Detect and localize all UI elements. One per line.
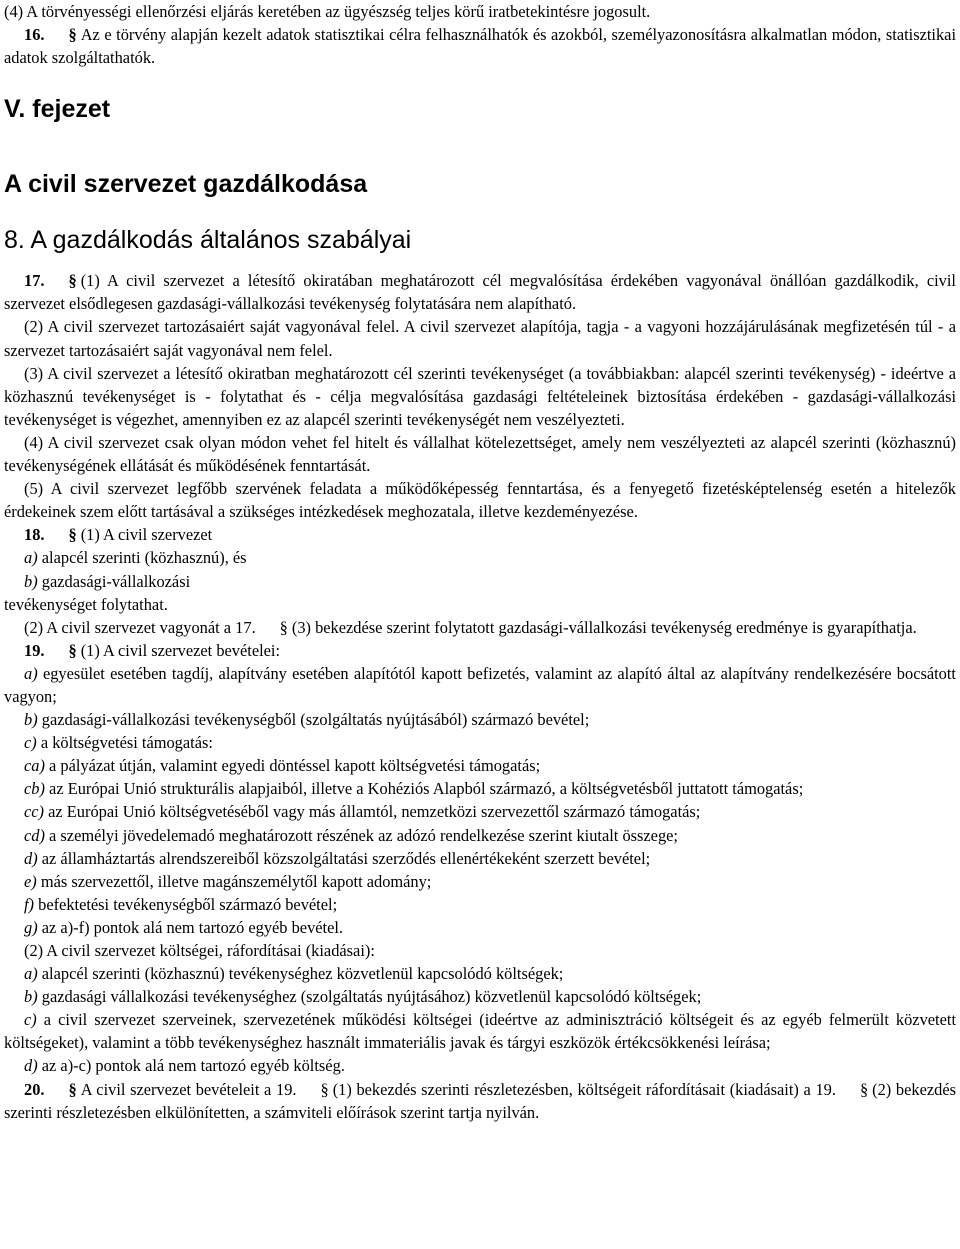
section-symbol: §: [68, 640, 77, 660]
item-label: a): [24, 548, 38, 568]
item-text: a költségvetési támogatás:: [40, 733, 213, 753]
item-label: c): [24, 733, 37, 753]
section-number: 18.: [24, 525, 45, 545]
list-item: [4, 546, 956, 569]
item-text: gazdasági-vállalkozási tevékenységből (szolgáltatás nyújtásából) származó bevétel;: [41, 710, 590, 730]
item-text: egyesület esetében tagdíj, alapítvány esetében alapítótól kapott befizetés, valamint az alapító által az alapítvány rendelkezésére bocsátott vagyon;: [4, 663, 956, 706]
section-symbol: §: [279, 617, 288, 637]
list-item: [4, 985, 956, 1008]
section-text: (1) A civil szervezet: [80, 525, 213, 545]
item-label: ca): [24, 756, 45, 776]
section-symbol: §: [68, 525, 77, 545]
item-label: a): [24, 663, 38, 683]
section-number: 20.: [24, 1079, 45, 1099]
item-label: cc): [24, 802, 45, 822]
list-item: [4, 870, 956, 893]
section-text: (1) bekezdés szerinti részletezésben, költségeit ráfordításait (kiadásait) a 19.: [332, 1079, 836, 1099]
section-17-5: (5) A civil szervezet legfőbb szervének feladata a működőképesség fenntartása, és a fenyegető fizetésképtelenség esetén a hitelezők érdekeinek szem előtt tartásával a szükséges intézkedések meghozatala, illetve kezdeményezése.: [4, 479, 956, 522]
item-text: más szervezettől, illetve magánszemélytől kapott adomány;: [40, 871, 432, 891]
section-text: (1) A civil szervezet a létesítő okiratában meghatározott cél megvalósítása érdekében vagyonával önállóan gazdálkodik, civil szervezet elsődlegesen gazdasági-vállalkozási tevékenység folytatására nem alapítható.: [4, 271, 956, 314]
list-item: [4, 754, 956, 777]
list-item: [4, 1008, 956, 1054]
section-17-1: [4, 269, 956, 315]
section-number: 17.: [24, 271, 45, 291]
list-item: [4, 731, 956, 754]
item-text: a pályázat útján, valamint egyedi döntéssel kapott költségvetési támogatás;: [49, 756, 541, 776]
section-18-tail: tevékenységet folytathat.: [4, 594, 168, 614]
revenue-list: [4, 662, 956, 939]
section-symbol: §: [859, 1079, 869, 1099]
item-text: az Európai Unió költségvetéséből vagy más államtól, nemzetközi szervezettől származó támogatás;: [48, 802, 701, 822]
item-label: b): [24, 710, 38, 730]
item-label: b): [24, 987, 38, 1007]
item-text: gazdasági-vállalkozási: [41, 571, 191, 591]
item-label: a): [24, 964, 38, 984]
item-text: az államháztartás alrendszereiből közszolgáltatási szerződés ellenértékeként szerzett bevétel;: [41, 848, 651, 868]
item-text: a személyi jövedelemadó meghatározott részének az adózó rendelkezése szerint kiutalt összege;: [49, 825, 678, 845]
section-17-4: (4) A civil szervezet csak olyan módon vehet fel hitelt és vállalhat kötelezettséget, amely nem veszélyezteti az alapcél szerinti (közhasznú) tevékenységének ellátását és működésének fenntartását.: [4, 432, 956, 476]
section-18-2: [4, 616, 956, 639]
item-text: az Európai Unió strukturális alapjaiból, illetve a Kohéziós Alapból származó, a költségvetésből juttatott támogatás;: [49, 779, 804, 799]
section-symbol: §: [68, 271, 77, 291]
section-text: (2) A civil szervezet vagyonát a 17.: [24, 617, 256, 637]
section-text: (1) A civil szervezet bevételei:: [80, 640, 281, 660]
list-item: [4, 893, 956, 916]
section-symbol: §: [320, 1079, 329, 1099]
chapter-heading: V. fejezet: [4, 95, 111, 124]
section-text: (3) bekezdése szerint folytatott gazdasági-vállalkozási tevékenység eredménye is gyarapíthatja.: [291, 617, 917, 637]
list-item: [4, 847, 956, 870]
item-label: g): [24, 917, 38, 937]
section-16: [4, 23, 956, 69]
list-item: [4, 1054, 956, 1077]
section-20: [4, 1078, 956, 1124]
section-17-2: (2) A civil szervezet tartozásaiért saját vagyonával felel. A civil szervezet alapítója, tagja - a vagyoni hozzájárulásának megfizetésén túl - a szervezet tartozásaiért saját vagyonával nem felel.: [4, 317, 956, 360]
section-text: A civil szervezet bevételeit a 19.: [80, 1079, 297, 1099]
section-text: Az e törvény alapján kezelt adatok statisztikai célra felhasználhatók és azokból, személyazonosításra alkalmatlan módon, statisztikai adatok szolgáltathatók.: [4, 25, 956, 68]
list-item: [4, 777, 956, 800]
section-19-1: [4, 639, 956, 662]
document-page: [4, 0, 956, 1124]
section-17-3: (3) A civil szervezet a létesítő okiratban meghatározott cél szerinti tevékenységet (a továbbiakban: alapcél szerinti tevékenység) - ideértve a közhasznú tevékenységet is - folytathat és - célja megvalósítása gazdasági feltételeinek biztosítása érdekében - gazdasági-vállalkozási tevékenységet is végezhet, amennyiben ez az alapcél szerinti tevékenységét nem veszélyezteti.: [4, 363, 956, 429]
item-text: gazdasági vállalkozási tevékenységhez (szolgáltatás nyújtásához) közvetlenül kapcsolódó költségek;: [41, 987, 702, 1007]
section-symbol: §: [68, 25, 77, 45]
item-label: f): [24, 894, 35, 914]
list-item: [4, 662, 956, 708]
section-number: 16.: [24, 25, 45, 45]
section-title: 8. A gazdálkodás általános szabályai: [4, 226, 412, 255]
item-text: az a)-c) pontok alá nem tartozó egyéb költség.: [41, 1056, 345, 1076]
list-item: [4, 708, 956, 731]
cost-list: [4, 962, 956, 1077]
section-18-1: [4, 523, 956, 546]
item-label: e): [24, 871, 37, 891]
item-label: b): [24, 571, 38, 591]
chapter-title: A civil szervezet gazdálkodása: [4, 170, 368, 199]
item-text: alapcél szerinti (közhasznú) tevékenységhez közvetlenül kapcsolódó költségek;: [41, 964, 564, 984]
item-text: a civil szervezet szerveinek, szervezetének működési költségei (ideértve az adminisztráció költségeit és az egyéb felmerült közvetett költségeket), valamint a több tevékenységhez használt immateriális javak és tárgyi eszközök értékcsökkenési leírása;: [4, 1010, 956, 1053]
list-item: [4, 570, 956, 593]
list-item: [4, 916, 956, 939]
section-symbol: §: [68, 1079, 77, 1099]
paragraph-16-4: (4) A törvényességi ellenőrzési eljárás keretében az ügyészség teljes körű iratbetekintésre jogosult.: [4, 2, 651, 21]
item-label: cb): [24, 779, 45, 799]
section-19-2: (2) A civil szervezet költségei, ráfordításai (kiadásai):: [24, 941, 375, 960]
item-label: cd): [24, 825, 45, 845]
list-item: [4, 824, 956, 847]
section-number: 19.: [24, 640, 45, 660]
item-label: d): [24, 848, 38, 868]
item-label: d): [24, 1056, 38, 1076]
item-text: az a)-f) pontok alá nem tartozó egyéb bevétel.: [41, 917, 344, 937]
list-item: [4, 962, 956, 985]
item-label: c): [24, 1010, 37, 1030]
section-text: (2) bekezdés szerinti részletezésben elkülönítetten, a számviteli előírások szerint tartja nyilván.: [4, 1079, 956, 1122]
item-text: alapcél szerinti (közhasznú), és: [41, 548, 247, 568]
list-item: [4, 800, 956, 823]
item-text: befektetési tevékenységből származó bevétel;: [38, 894, 338, 914]
